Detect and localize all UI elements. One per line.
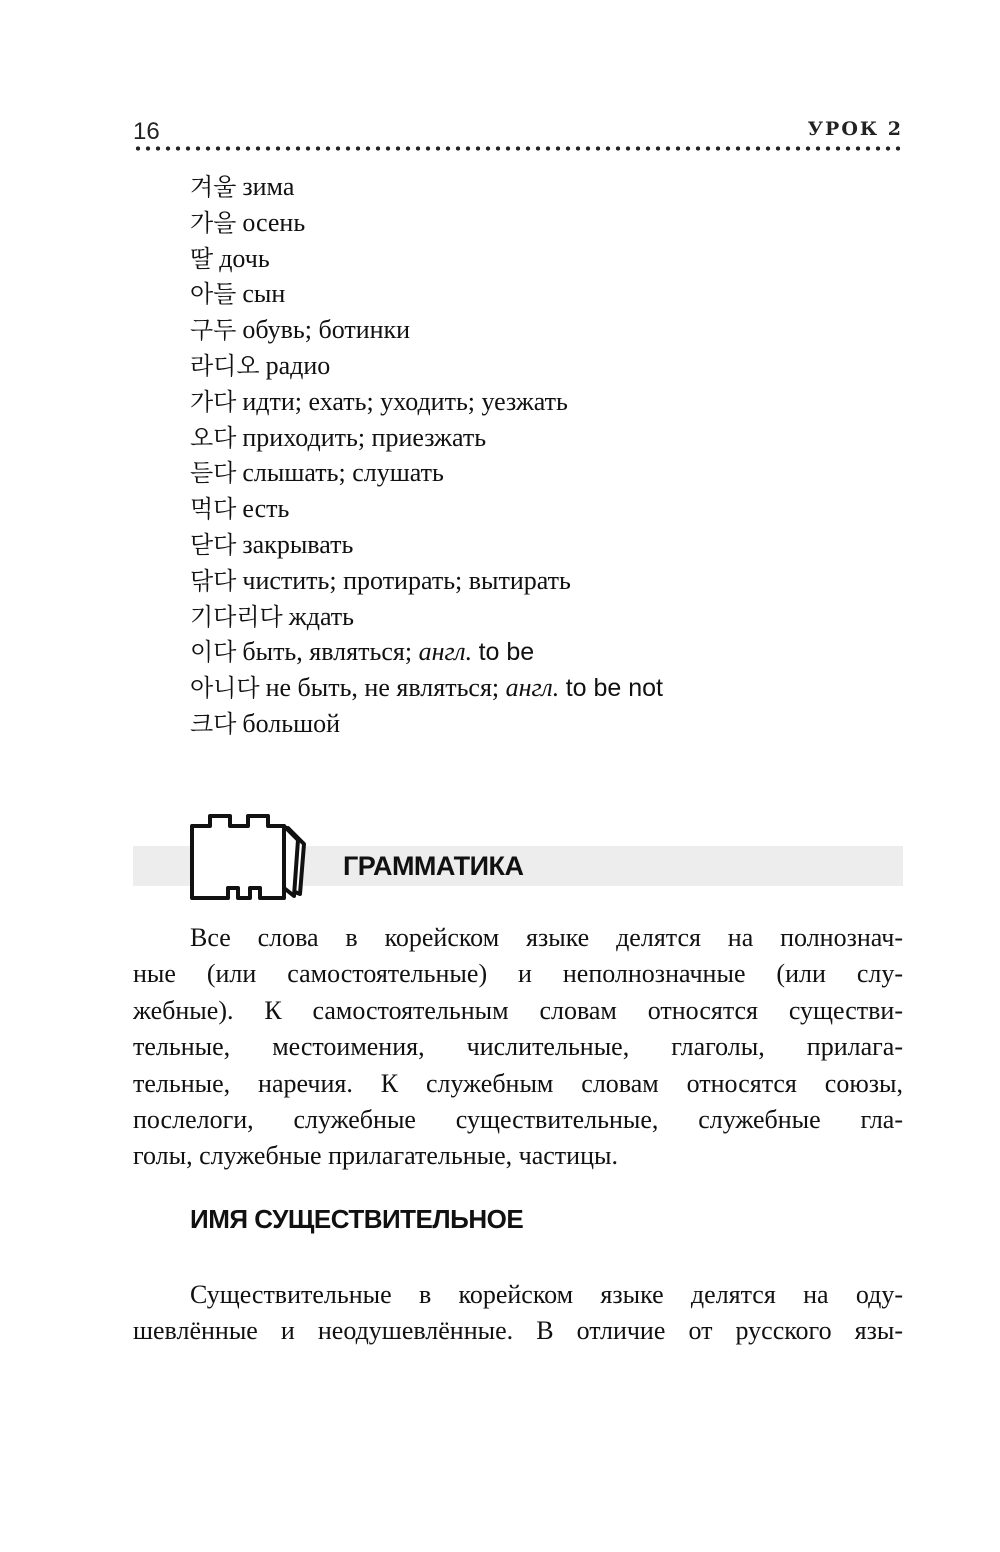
- korean-word: 오다: [190, 423, 237, 452]
- vocab-item: [190, 205, 663, 241]
- grammar-title: ГРАММАТИКА: [343, 851, 524, 881]
- text-line: Все слова в корейском языке делятся на полнознач-: [190, 923, 903, 952]
- korean-word: 아들: [190, 280, 237, 309]
- korean-word: 닦다: [190, 566, 237, 595]
- dotted-rule: [133, 146, 903, 151]
- vocab-item: [190, 455, 663, 491]
- korean-word: 먹다: [190, 495, 237, 524]
- english-gloss: to be not: [565, 674, 664, 703]
- russian-translation: радио: [265, 350, 331, 380]
- text-line: Существительные в корейском языке делятся на оду-: [190, 1280, 903, 1309]
- vocab-item: [190, 527, 663, 563]
- vocab-item: [190, 634, 663, 670]
- text-line: тельные, местоимения, числительные, глаголы, прилага-: [133, 1032, 903, 1062]
- page-number: 16: [133, 118, 160, 145]
- vocab-item: [190, 706, 663, 742]
- korean-word: 아니다: [190, 674, 260, 703]
- vocab-item: [190, 420, 663, 456]
- korean-word: 겨울: [190, 173, 237, 201]
- vocab-item: [190, 169, 663, 205]
- korean-word: 구두: [190, 316, 237, 345]
- running-header: [133, 114, 903, 154]
- section-heading: ИМЯ СУЩЕСТВИТЕЛЬНОЕ: [190, 1204, 524, 1234]
- russian-translation: быть, являться;: [242, 637, 413, 667]
- folder-icon: [186, 810, 316, 905]
- text-line: шевлённые и неодушевлённые. В отличие от русского язы-: [133, 1316, 903, 1346]
- russian-translation: сын: [242, 279, 286, 309]
- vocab-item: [190, 599, 663, 635]
- text-line: ные (или самостоятельные) и неполнозначные (или слу-: [133, 959, 903, 989]
- vocab-item: [190, 384, 663, 420]
- korean-word: 닫다: [190, 530, 237, 559]
- noun-paragraph: [133, 1277, 903, 1350]
- russian-translation: закрывать: [242, 529, 354, 559]
- vocabulary-list: [190, 169, 663, 742]
- russian-translation: приходить; приезжать: [242, 422, 487, 452]
- korean-word: 딸: [190, 244, 214, 273]
- russian-translation: осень: [242, 207, 306, 237]
- russian-translation: обувь; ботинки: [242, 315, 411, 345]
- text-line: жебные). К самостоятельным словам относятся существи-: [133, 995, 903, 1025]
- vocab-item: [190, 563, 663, 599]
- grammar-paragraph: [133, 920, 903, 1175]
- vocab-item: [190, 348, 663, 384]
- russian-translation: слышать; слушать: [242, 458, 444, 488]
- text-line: голы, служебные прилагательные, частицы.: [133, 1141, 618, 1171]
- russian-translation: не быть, не являться;: [265, 673, 500, 703]
- lesson-label: УРОК 2: [807, 118, 903, 140]
- russian-translation: идти; ехать; уходить; уезжать: [242, 386, 568, 416]
- russian-translation: ждать: [288, 601, 355, 631]
- russian-translation: дочь: [219, 243, 270, 273]
- vocab-item: [190, 491, 663, 527]
- vocab-item: [190, 241, 663, 277]
- abbreviation: англ.: [505, 673, 560, 703]
- korean-word: 이다: [190, 638, 237, 667]
- text-line: тельные, наречия. К служебным словам относятся союзы,: [133, 1068, 903, 1098]
- english-gloss: to be: [478, 638, 535, 667]
- russian-translation: есть: [242, 494, 290, 524]
- russian-translation: большой: [242, 708, 341, 738]
- korean-word: 가다: [190, 387, 237, 416]
- abbreviation: англ.: [418, 637, 473, 667]
- russian-translation: чистить; протирать; вытирать: [242, 565, 571, 595]
- korean-word: 듣다: [190, 459, 237, 488]
- korean-word: 기다리다: [190, 602, 283, 631]
- korean-word: 가을: [190, 208, 237, 237]
- korean-word: 크다: [190, 709, 237, 738]
- text-line: послелоги, служебные существительные, служебные гла-: [133, 1105, 903, 1135]
- vocab-item: [190, 276, 663, 312]
- russian-translation: зима: [242, 172, 295, 201]
- vocab-item: [190, 312, 663, 348]
- korean-word: 라디오: [190, 351, 260, 380]
- vocab-item: [190, 670, 663, 706]
